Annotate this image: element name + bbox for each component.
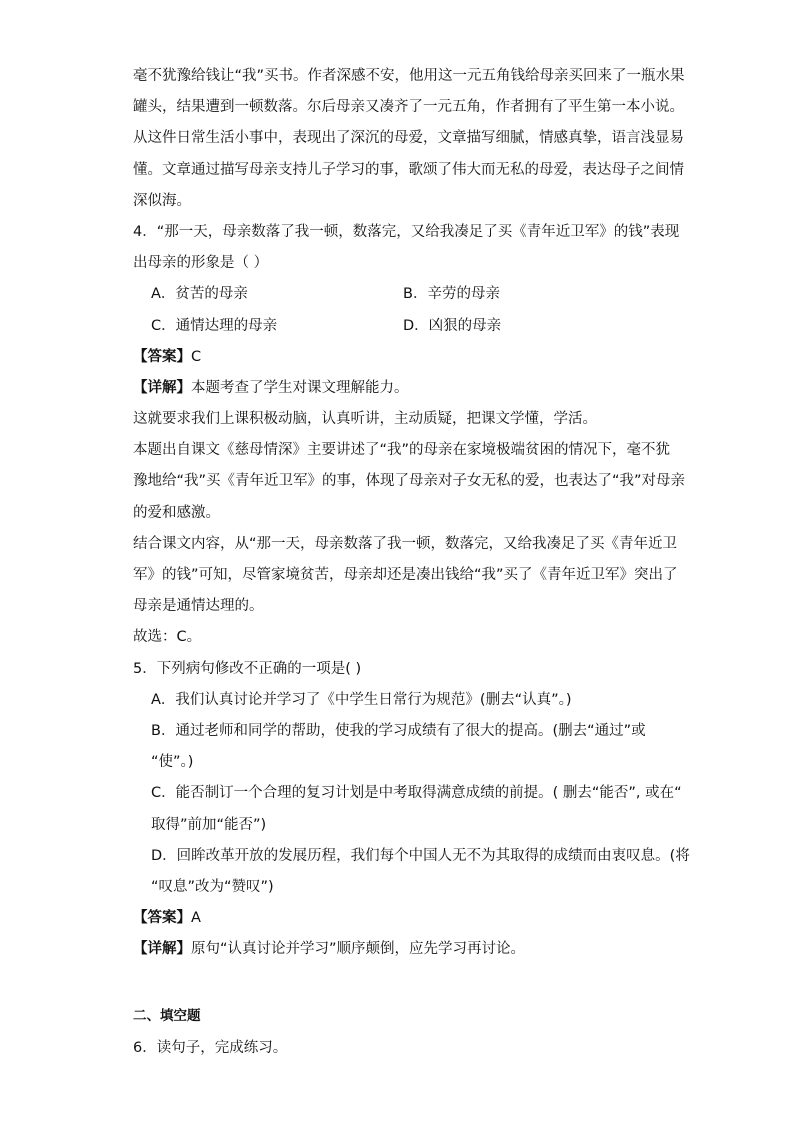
- text-line: 本题出自课文《慈母情深》主要讲述了“我”的母亲在家境极端贫困的情况下，毫不犹: [133, 442, 671, 459]
- detail-tag: 【详解】: [133, 379, 191, 396]
- text-line: 母亲是通情达理的。: [133, 598, 264, 615]
- text-line: 的爱和感激。: [133, 504, 220, 521]
- answer-value: A: [191, 910, 201, 927]
- question-5: [133, 654, 690, 966]
- question-stem: 出母亲的形象是（ ）: [133, 255, 269, 272]
- text-line: 从这件日常生活小事中，表现出了深沉的母爱，文章描写细腻，情感真挚，语言浅显易: [133, 130, 684, 147]
- answer-tag: 【答案】: [133, 348, 191, 365]
- text-line: 深似海。: [133, 192, 191, 209]
- document-content: [133, 61, 690, 1064]
- text-line: 罐头，结果遭到一顿数落。尔后母亲又凑齐了一元五角，作者拥有了平生第一本小说。: [133, 99, 684, 116]
- text-line: 这就要求我们上课积极动脑，认真听讲，主动质疑，把课文学懂，学活。: [133, 411, 597, 428]
- text-line: 故选：C。: [133, 629, 202, 646]
- option-line: 取得”前加“能否”): [151, 816, 267, 833]
- detail-text: 原句“认真讨论并学习”顺序颠倒，应先学习再讨论。: [191, 941, 526, 958]
- text-line: 结合课文内容，从“那一天，母亲数落了我一顿，数落完，又给我凑足了买《青年近卫: [133, 535, 678, 552]
- section-title: 二、填空题: [133, 1008, 201, 1025]
- option-row: [133, 311, 673, 342]
- option-line: “使”。): [151, 754, 194, 771]
- answer-value: C: [191, 348, 202, 365]
- question-stem: 4．“那一天，母亲数落了我一顿，数落完，又给我凑足了买《青年近卫军》的钱”表现: [133, 223, 680, 240]
- option-line: “叹息”改为“赞叹”): [151, 878, 274, 895]
- section-2: [133, 1001, 673, 1063]
- detail-line: [133, 934, 673, 965]
- option-d: D．凶狠的母亲: [403, 317, 502, 334]
- answer-tag: 【答案】: [133, 910, 191, 927]
- text-line: 豫地给“我”买《青年近卫军》的事，体现了母亲对子女无私的爱，也表达了“我”对母亲: [133, 473, 686, 490]
- question-stem: 5．下列病句修改不正确的一项是( ): [133, 660, 362, 677]
- option-c: C．通情达理的母亲: [151, 317, 278, 334]
- text-line: 懂。文章通过描写母亲支持儿子学习的事，歌颂了伟大而无私的母爱，表达母子之间情: [133, 161, 684, 178]
- section-gap: [133, 965, 673, 1001]
- option-b: B．辛劳的母亲: [403, 286, 500, 303]
- option-line: A．我们认真讨论并学习了《中学生日常行为规范》(删去“认真”。): [151, 691, 572, 708]
- detail-tag: 【详解】: [133, 941, 191, 958]
- text-line: 军》的钱”可知，尽管家境贫苦，母亲却还是凑出钱给“我”买了《青年近卫军》突出了: [133, 567, 678, 583]
- question-4: [133, 217, 686, 654]
- option-row: [133, 279, 673, 310]
- detail-line: [133, 373, 673, 404]
- option-line: C．能否制订一个合理的复习计划是中考取得满意成绩的前提。( 删去“能否”, 或在“: [151, 785, 682, 802]
- text-line: 毫不犹豫给钱让“我”买书。作者深感不安，他用这一元五角钱给母亲买回来了一瓶水果: [133, 68, 685, 84]
- option-a: A．贫苦的母亲: [151, 286, 248, 303]
- option-line: D．回眸改革开放的发展历程，我们每个中国人无不为其取得的成绩而由衷叹息。(将: [151, 847, 690, 864]
- detail-text: 本题考查了学生对课文理解能力。: [191, 379, 409, 396]
- intro-paragraph: [133, 61, 685, 217]
- question-6-stem: 6．读句子，完成练习。: [133, 1039, 288, 1056]
- answer-line: [133, 903, 673, 934]
- option-line: B．通过老师和同学的帮助，使我的学习成绩有了很大的提高。(删去“通过”或: [151, 722, 646, 739]
- answer-line: [133, 342, 673, 373]
